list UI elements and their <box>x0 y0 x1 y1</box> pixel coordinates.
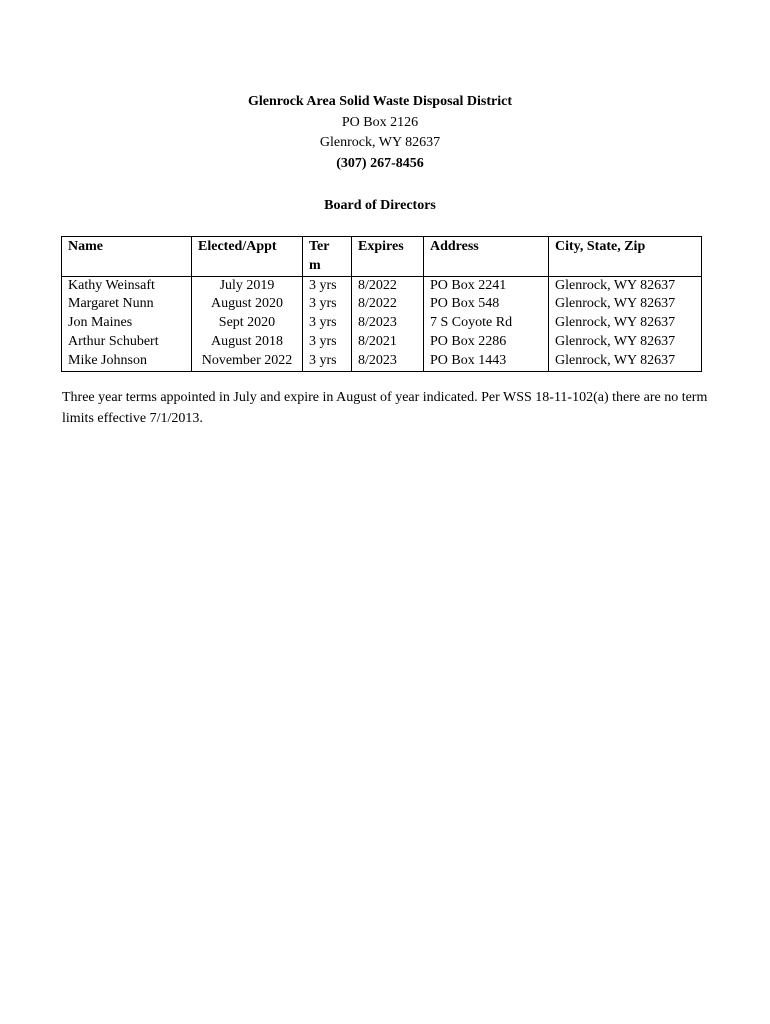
cell-expires: 8/2022 <box>352 295 424 314</box>
city-line: Glenrock, WY 82637 <box>319 135 441 150</box>
table-row <box>62 333 702 352</box>
cell-elected: August 2020 <box>192 295 303 314</box>
term-note: Three year terms appointed in July and expire in August of year indicated. Per WSS 18-11-102(a) there are no term limits effective 7/1/2013. <box>62 390 708 426</box>
phone-number: (307) 267-8456 <box>336 155 424 171</box>
header-expires: Expires <box>352 237 424 277</box>
cell-name: Kathy Weinsaft <box>62 276 192 295</box>
cell-term: 3 yrs <box>303 314 352 333</box>
header-elected: Elected/Appt <box>192 237 303 277</box>
table-header-row <box>62 237 702 277</box>
cell-name: Mike Johnson <box>62 352 192 371</box>
cell-city: Glenrock, WY 82637 <box>549 352 702 371</box>
header-term <box>303 237 352 277</box>
board-title: Board of Directors <box>324 198 436 213</box>
cell-term: 3 yrs <box>303 276 352 295</box>
header-term-label: Term <box>309 239 330 273</box>
cell-address: PO Box 1443 <box>424 352 549 371</box>
table-row <box>62 276 702 295</box>
cell-address: PO Box 548 <box>424 295 549 314</box>
po-box: PO Box 2126 <box>341 114 419 130</box>
table-row <box>62 314 702 333</box>
cell-expires: 8/2021 <box>352 333 424 352</box>
cell-address: PO Box 2286 <box>424 333 549 352</box>
cell-elected: November 2022 <box>192 352 303 371</box>
org-name: Glenrock Area Solid Waste Disposal District <box>247 94 513 109</box>
header-name: Name <box>62 237 192 277</box>
cell-term: 3 yrs <box>303 352 352 371</box>
header-address: Address <box>424 237 549 277</box>
table-row <box>62 295 702 314</box>
cell-elected: August 2018 <box>192 333 303 352</box>
cell-expires: 8/2023 <box>352 352 424 371</box>
cell-term: 3 yrs <box>303 333 352 352</box>
cell-elected: July 2019 <box>192 276 303 295</box>
cell-city: Glenrock, WY 82637 <box>549 333 702 352</box>
cell-city: Glenrock, WY 82637 <box>549 295 702 314</box>
cell-term: 3 yrs <box>303 295 352 314</box>
letterhead <box>0 92 760 174</box>
cell-name: Arthur Schubert <box>62 333 192 352</box>
cell-name: Margaret Nunn <box>62 295 192 314</box>
table-row <box>62 352 702 371</box>
cell-name: Jon Maines <box>62 314 192 333</box>
cell-elected: Sept 2020 <box>192 314 303 333</box>
cell-city: Glenrock, WY 82637 <box>549 276 702 295</box>
cell-address: 7 S Coyote Rd <box>424 314 549 333</box>
cell-expires: 8/2022 <box>352 276 424 295</box>
header-city: City, State, Zip <box>549 237 702 277</box>
cell-address: PO Box 2241 <box>424 276 549 295</box>
cell-city: Glenrock, WY 82637 <box>549 314 702 333</box>
directors-table <box>61 236 702 372</box>
cell-expires: 8/2023 <box>352 314 424 333</box>
